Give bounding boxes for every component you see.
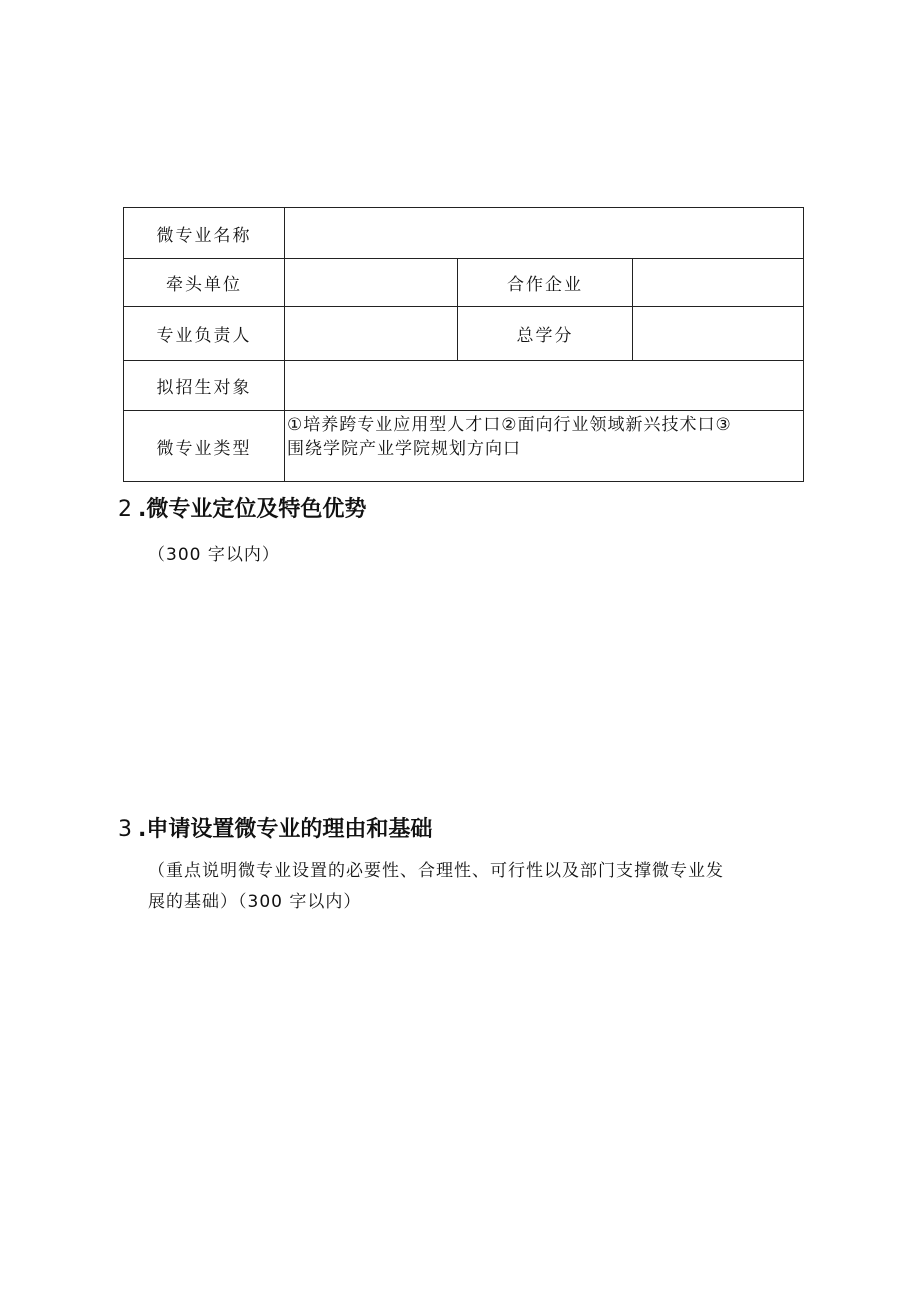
row-micro-major-type: [124, 411, 804, 482]
label-micro-major-name: 微专业名称: [124, 208, 285, 259]
field-total-credits[interactable]: [633, 307, 804, 361]
label-lead-unit: 牵头单位: [124, 259, 285, 307]
section-3-note-line-1: （重点说明微专业设置的必要性、合理性、可行性以及部门支撑微专业发: [148, 861, 724, 881]
field-target-students[interactable]: [285, 361, 804, 411]
field-micro-major-type: [285, 411, 804, 482]
field-micro-major-name[interactable]: [285, 208, 804, 259]
section-3-heading: [118, 812, 432, 843]
label-target-students: 拟招生对象: [124, 361, 285, 411]
type-options-line-1: ①培养跨专业应用型人才口②面向行业领域新兴技术口③: [287, 415, 732, 435]
section-3-number: 3: [118, 817, 132, 842]
row-target-students: [124, 361, 804, 411]
section-2-note: （300 字以内）: [148, 545, 280, 565]
field-major-leader[interactable]: [285, 307, 458, 361]
field-lead-unit[interactable]: [285, 259, 458, 307]
section-2-number: 2: [118, 497, 132, 522]
row-major-leader: [124, 307, 804, 361]
section-3-note-line-2: 展的基础）（300 字以内）: [148, 892, 362, 912]
label-total-credits: 总学分: [458, 307, 633, 361]
application-info-table: [123, 207, 804, 482]
row-lead-unit: [124, 259, 804, 307]
row-micro-major-name: [124, 208, 804, 259]
field-partner-company[interactable]: [633, 259, 804, 307]
label-major-leader: 专业负责人: [124, 307, 285, 361]
section-3-title: .申请设置微专业的理由和基础: [138, 817, 433, 842]
type-options-line-2: 围绕学院产业学院规划方向口: [287, 439, 521, 459]
section-2-heading: [118, 492, 366, 523]
label-partner-company: 合作企业: [458, 259, 633, 307]
section-2-title: .微专业定位及特色优势: [138, 497, 367, 522]
label-micro-major-type: 微专业类型: [124, 411, 285, 482]
